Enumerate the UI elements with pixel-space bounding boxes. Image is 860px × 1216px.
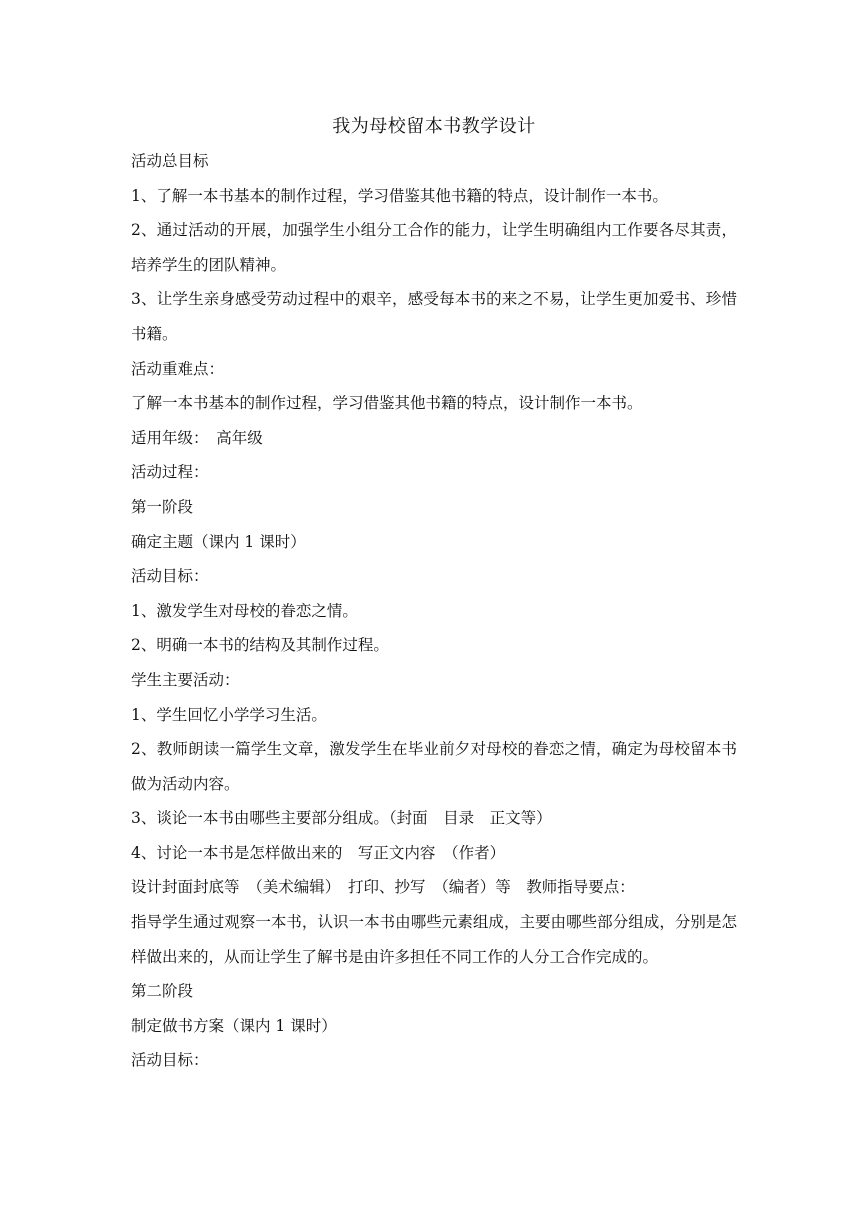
stage-one-topic: 确定主题（课内 1 课时） <box>131 532 306 551</box>
stage-two-heading: 第二阶段 <box>131 982 194 1001</box>
student-activity-4: 4、讨论一本书是怎样做出来的 写正文内容 （作者） <box>131 843 506 862</box>
teacher-guidance-text: 指导学生通过观察一本书，认识一本书由哪些元素组成，主要由哪些部分组成，分别是怎样做出来的，从而让学生了解书是由许多担任不同工作的人分工合作完成的。 <box>131 913 737 966</box>
section-heading-process: 活动过程： <box>131 463 209 482</box>
section-heading-key-points: 活动重难点： <box>131 359 225 378</box>
document-title: 我为母校留本书教学设计 <box>332 116 536 137</box>
document-page <box>131 112 737 1078</box>
student-activity-4-continued: 设计封面封底等 （美术编辑） 打印、抄写 （编者）等 教师指导要点： <box>131 878 635 897</box>
goal-item-1: 1、了解一本书基本的制作过程，学习借鉴其他书籍的特点，设计制作一本书。 <box>131 186 668 205</box>
goal-item-3: 3、让学生亲身感受劳动过程中的艰辛，感受每本书的来之不易，让学生更加爱书、珍惜书籍。 <box>131 290 737 343</box>
key-points-text: 了解一本书基本的制作过程，学习借鉴其他书籍的特点，设计制作一本书。 <box>131 394 643 413</box>
stage-one-goal-1: 1、激发学生对母校的眷恋之情。 <box>131 601 358 620</box>
section-heading-overall-goal: 活动总目标 <box>131 152 209 170</box>
stage-two-topic: 制定做书方案（课内 1 课时） <box>131 1016 337 1035</box>
stage-one-goals-heading: 活动目标： <box>131 567 209 586</box>
stage-one-heading: 第一阶段 <box>131 497 194 516</box>
grade-level: 适用年级： 高年级 <box>131 428 263 447</box>
student-activity-2: 2、教师朗读一篇学生文章，激发学生在毕业前夕对母校的眷恋之情，确定为母校留本书做为活动内容。 <box>131 740 737 793</box>
student-activities-heading: 学生主要活动： <box>131 670 240 689</box>
stage-one-goal-2: 2、明确一本书的结构及其制作过程。 <box>131 636 389 655</box>
stage-two-goals-heading: 活动目标： <box>131 1051 209 1070</box>
student-activity-3: 3、谈论一本书由哪些主要部分组成。（封面 目录 正文等） <box>131 809 552 828</box>
student-activity-1: 1、学生回忆小学学习生活。 <box>131 705 327 724</box>
goal-item-2: 2、通过活动的开展，加强学生小组分工合作的能力，让学生明确组内工作要各尽其责，培养学生的团队精神。 <box>131 221 737 274</box>
